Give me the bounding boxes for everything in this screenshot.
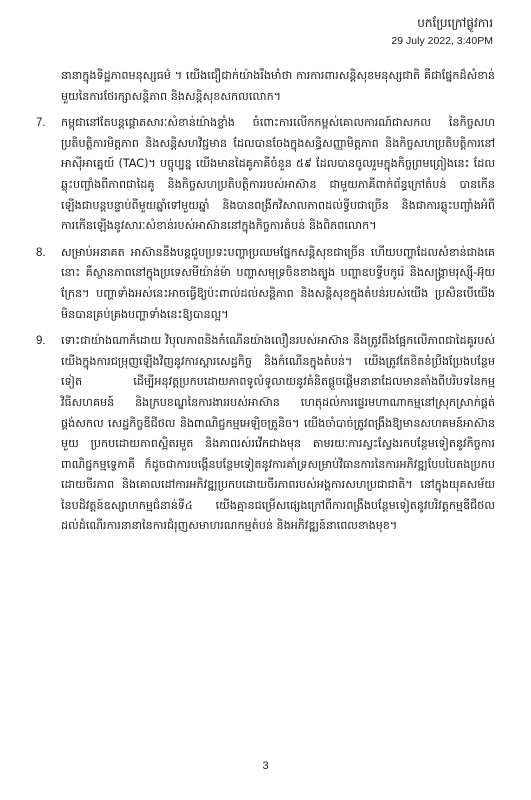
page-number: 3: [262, 760, 269, 772]
intro-paragraph: នានាក្នុងទិដ្ឋភាពមនុស្សធម៌ ។ យើងជឿជាក់យ៉ាងរឹងមាំថា ការការពារសន្តិសុខមនុស្សជាតិ គឺជាផ្នែកដ៏សំខាន់មួយនៃការថែរក្សាសន្តិភាព និងសន្តិសុខសកលលោក។: [61, 69, 495, 103]
document-body: [36, 66, 495, 543]
numbered-item-8: [36, 243, 495, 325]
item-number: 8.: [36, 246, 46, 259]
page-header: [391, 14, 493, 50]
item-text: សម្រាប់អនាគត អាស៊ាននឹងបន្តជួបប្រទះបញ្ហាប្រឈមផ្នែកសន្តិសុខជាច្រើន ហើយបញ្ហាដែលសំខាន់ជាងគេនោះ គឺស្ថានភាពនៅក្នុងប្រទេសមីយ៉ាន់ម៉ា បញ្ហាសមុទ្រចិនខាងត្បូង បញ្ហាឧបទ្វីបកូរ៉េ និងសង្គ្រាមរុស្ស៊ី-អ៊ុយក្រែន។ បញ្ហាទាំងអស់នេះអាចធ្វើឱ្យប៉ះពាល់ដល់សន្តិភាព និងសន្តិសុខក្នុងតំបន់របស់យើង ប្រសិនបើយើងមិនបានគ្រប់គ្រងបញ្ហាទាំងនេះឱ្យបានល្អ។: [61, 245, 495, 321]
numbered-item-7: [36, 113, 495, 237]
item-text: កម្ពុជានៅតែបន្តផ្តោតសារៈសំខាន់យ៉ាងខ្លាំង ចំពោះការលើកកម្ពស់គោលការណ៍ជាសកល នៃកិច្ចសហប្រតិបត្តិការមិត្តភាព និងសន្តិសហវិជ្ជមាន ដែលបានចែងក្នុងសន្ធិសញ្ញាមិត្តភាព និងកិច្ចសហប្រតិបត្តិការនៅអាស៊ីអាគ្នេយ៍ (TAC)។ បច្ចុប្បន្ន យើងមានដៃគូភាគីចំនួន ៥៩ ដែលបានចូលរួមក្នុងកិច្ចព្រមព្រៀងនេះ ដែលឆ្លុះបញ្ចាំងពីភាពជាដៃគូ និងកិច្ចសហប្រតិបត្តិការរបស់អាស៊ាន ជាមួយភាគីពាក់ព័ន្ធក្រៅតំបន់ បានកើនឡើងជាបន្តបន្ទាប់ពីមួយឆ្នាំទៅមួយឆ្នាំ និងបានពង្រីកវិសាលភាពដល់ទ្វីបជាច្រើន និងជាការឆ្លុះបញ្ចាំងអំពីការកើនឡើងនូវសារៈសំខាន់របស់អាស៊ាននៅក្នុងកិច្ចការតំបន់ និងពិភពលោក។: [61, 116, 495, 233]
unofficial-translation-label: បកប្រែក្រៅផ្លូវការ: [417, 16, 493, 30]
numbered-item-9: [36, 331, 495, 537]
item-text: ទោះជាយ៉ាងណាក៏ដោយ វិបុលភាពនិងកំណើនយ៉ាងលឿនរបស់អាស៊ាន នឹងត្រូវពឹងផ្អែកលើភាពជាដៃគូរបស់យើងក្នុងការជម្រុញឡើងវិញនូវការស្តារសេដ្ឋកិច្ច និងកំណើនក្នុងតំបន់។ យើងត្រូវតែខិតខំប្រឹងប្រែងបន្ថែមទៀត ដើម្បីអនុវត្តប្រកបដោយភាពទូលំទូលាយនូវគំនិតផ្តួចផ្តើមនានាដែលមានតាំងពីបរិបទនៃកម្មវិធីសហគមន៍ និងក្របខណ្ឌនៃការងាររបស់អាស៊ាន ហេតុដល់ការផ្ទេរមហាណាកម្មនៅស្រុកស្រាក់ផ្គត់ផ្គង់សកល សេដ្ឋកិច្ចឌីជីថល និងពាណិជ្ជកម្មអេឡិចត្រូនិច។ យើងចាំបាច់ត្រូវពង្រឹងឱ្យមានសហគមន៍អាស៊ានមួយ ប្រកបដោយភាពស្អិតរមួត និងភាពរស់រវើកជាងមុន តាមរយៈការស្វះស្វែងរកបន្ថែមទៀតនូវកិច្ចការពាណិជ្ជកម្មទ្វេភាគី ក៏ដូចជាការបង្កើនបន្ថែមទៀតនូវការគាំទ្រសម្រាប់វិធានការនៃការអភិវឌ្ឍបែបបៃតងប្រកបដោយចីរភាព និងគោលដៅការអភិវឌ្ឍប្រកបដោយចីរភាពរបស់អង្គការសហប្រជាជាតិ។ នៅក្នុងយុគសម័យនៃបដិវត្តន៍ឧស្សាហកម្មជំនាន់ទី៤ យើងគ្មានជម្រើសផ្សេងក្រៅពីការពង្រឹងបន្ថែមទៀតនូវបរិវត្តកម្មឌីជីថល ដល់ដំណើរការនានានៃការជំរុញសមាហរណកម្មតំបន់ និងអភិវឌ្ឍន៍នាពេលខាងមុខ។: [61, 334, 495, 533]
item-number: 7.: [36, 117, 46, 130]
document-date: 29 July 2022, 3:40PM: [391, 35, 493, 47]
item-number: 9.: [36, 335, 46, 348]
